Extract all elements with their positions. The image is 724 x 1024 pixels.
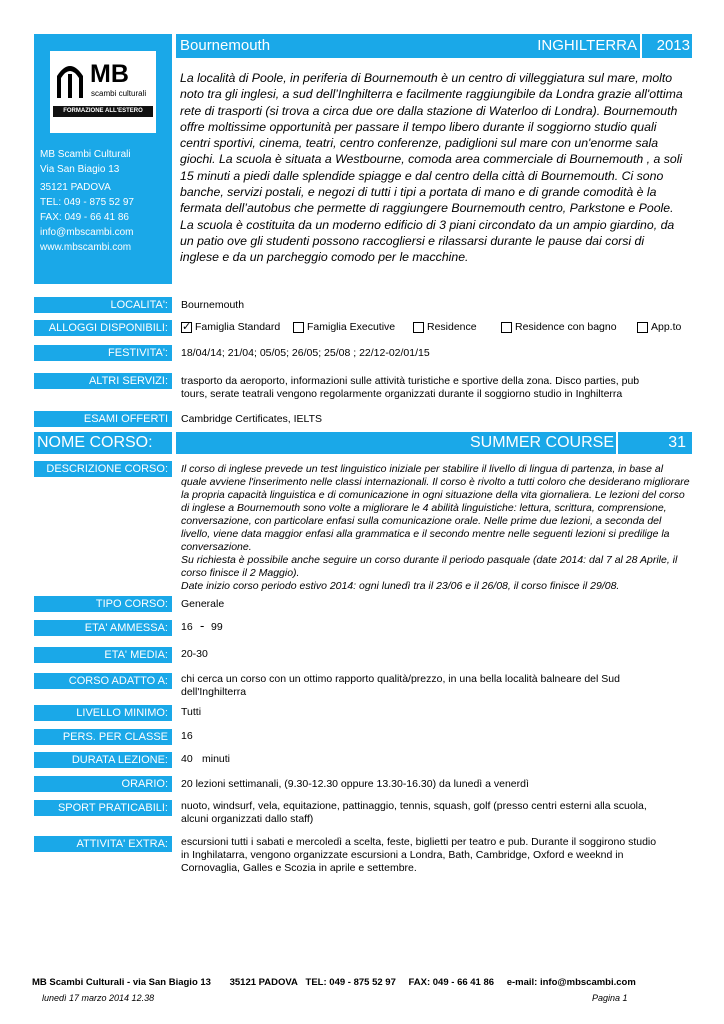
- logo-mark: MB: [90, 60, 129, 88]
- contact-website[interactable]: www.mbscambi.com: [40, 242, 132, 253]
- option-residence[interactable]: [413, 321, 477, 333]
- title-divider: [640, 34, 642, 58]
- footer-city: 35121 PADOVA: [229, 977, 298, 988]
- contact-company: MB Scambi Culturali: [40, 149, 131, 160]
- descrizione-corso-label: DESCRIZIONE CORSO:: [34, 461, 172, 477]
- contact-tel: TEL: 049 - 875 52 97: [40, 197, 134, 208]
- option-label: Famiglia Standard: [195, 321, 281, 333]
- course-divider: [616, 432, 618, 454]
- corso-adatto-label: CORSO ADATTO A:: [34, 673, 172, 689]
- tipo-corso-value: Generale: [181, 598, 225, 610]
- course-title-bar: [176, 432, 692, 454]
- localita-label: LOCALITA':: [34, 297, 172, 313]
- checkbox-icon[interactable]: [637, 322, 648, 333]
- sidebar: [34, 34, 172, 284]
- footer-company: MB Scambi Culturali - via San Biagio 13: [32, 977, 211, 988]
- nome-corso-label: NOME CORSO:: [34, 432, 172, 454]
- course-description: Il corso di inglese prevede un test linguistico iniziale per stabilire il livello di lingua di partenza, in base al quale avviene l'inserimento nelle classi internazionali. Il corso è rivolto a tutti coloro che desiderano migliorare la propria capacità linguistica e di comunicazione in ogni situazione della vita giornaliera. Le lezioni del corso di inglese a Bournemouth sono volte a migliorare le 4 abilità linguistiche: lettura, scrittura, comprensione, conversazione, con particolare enfasi sulla comunicazione orale. Nelle prime due lezioni, a seconda del livello, viene data maggior enfasi alla grammatica e il secondo mentre nelle seguenti lezioni si predilige la conversazione. Su richiesta è possibile anche seguire un corso durante il periodo pasquale (date 2014: dal 7 al 28 Aprile, il corso finisce il 2 Maggio). Date inizio corso periodo estivo 2014: ogni lunedì tra il 23/06 e il 26/08, il corso finisce il 29/08.: [181, 463, 690, 592]
- altri-servizi-label: ALTRI SERVIZI:: [34, 373, 172, 389]
- eta-media-label: ETA' MEDIA:: [34, 647, 172, 663]
- sport-label: SPORT PRATICABILI:: [34, 800, 172, 816]
- option-famiglia-standard[interactable]: [181, 321, 280, 333]
- arch-icon: [55, 60, 85, 100]
- orario-value: 20 lezioni settimanali, (9.30-12.30 oppure 13.30-16.30) da lunedì a venerdì: [181, 778, 529, 790]
- footer: [32, 977, 692, 988]
- title-year: 2013: [656, 37, 690, 54]
- option-label: Residence con bagno: [515, 321, 617, 333]
- eta-ammessa-label: ETA' AMMESSA:: [34, 620, 172, 636]
- festivita-label: FESTIVITA':: [34, 345, 172, 361]
- contact-address: Via San Biagio 13: [40, 164, 120, 175]
- livello-minimo-label: LIVELLO MINIMO:: [34, 705, 172, 721]
- tipo-corso-label: TIPO CORSO:: [34, 596, 172, 612]
- livello-minimo-value: Tutti: [181, 706, 202, 718]
- contact-fax: FAX: 049 - 66 41 86: [40, 212, 129, 223]
- print-date: lunedì 17 marzo 2014 12.38: [42, 993, 155, 1003]
- sport-value: nuoto, windsurf, vela, equitazione, pattinaggio, tennis, squash, golf (presso centri esterni alla scuola, alcuni organizzati dallo staff): [181, 800, 647, 825]
- orario-label: ORARIO:: [34, 776, 172, 792]
- pers-classe-label: PERS. PER CLASSE: [34, 729, 172, 745]
- durata-lezione-value: 40: [181, 753, 193, 765]
- esami-value: Cambridge Certificates, IELTS: [181, 413, 323, 425]
- logo-band: FORMAZIONE ALL'ESTERO: [53, 106, 153, 117]
- checkbox-icon[interactable]: [293, 322, 304, 333]
- esami-label: ESAMI OFFERTI: [34, 411, 172, 427]
- alloggi-label: ALLOGGI DISPONIBILI:: [34, 320, 172, 336]
- checkbox-icon[interactable]: [501, 322, 512, 333]
- contact-city: 35121 PADOVA: [40, 182, 111, 193]
- course-name: SUMMER COURSE: [469, 434, 614, 451]
- eta-ammessa-max: 99: [211, 621, 223, 633]
- contact-info: [40, 147, 134, 255]
- checkbox-icon[interactable]: [413, 322, 424, 333]
- option-label: App.to: [651, 321, 682, 333]
- option-label: Residence: [427, 321, 477, 333]
- title-bar: [176, 34, 692, 58]
- altri-servizi-value: trasporto da aeroporto, informazioni sulle attività turistiche e sportive della zona. Disco parties, pub tours, serate teatrali vengono regolarmente organizzati durante il soggiorno studio in Inghilterra: [181, 375, 640, 400]
- checkbox-checked-icon[interactable]: [181, 322, 192, 333]
- footer-tel: TEL: 049 - 875 52 97: [305, 977, 396, 988]
- durata-lezione-unit: minuti: [202, 753, 231, 765]
- eta-ammessa-min: 16: [181, 621, 193, 633]
- option-appartamento[interactable]: [637, 321, 681, 333]
- option-residence-bagno[interactable]: [501, 321, 617, 333]
- footer-fax: FAX: 049 - 66 41 86: [408, 977, 495, 988]
- contact-email[interactable]: info@mbscambi.com: [40, 227, 134, 238]
- attivita-extra-label: ATTIVITA' EXTRA:: [34, 836, 172, 852]
- footer-email[interactable]: e-mail: info@mbscambi.com: [506, 977, 636, 988]
- durata-lezione-label: DURATA LEZIONE:: [34, 752, 172, 768]
- attivita-extra-value: escursioni tutti i sabati e mercoledì a scelta, feste, biglietti per teatro e pub. Durante il soggirono studio in Inghilatarra, vengono organizzate escursioni a Londra, Bath, Cambridge, Oxford e weeknd in Cornovaglia, Galles e Scozia in aprile e settembre.: [181, 836, 657, 874]
- eta-ammessa-dash: -: [200, 618, 205, 633]
- option-famiglia-executive[interactable]: [293, 321, 395, 333]
- logo-subtitle: scambi culturali: [91, 89, 147, 98]
- logo: [50, 51, 156, 133]
- title-country: INGHILTERRA: [537, 37, 637, 54]
- course-number: 31: [668, 434, 686, 451]
- eta-media-value: 20-30: [181, 648, 208, 660]
- page-number: Pagina 1: [592, 993, 628, 1003]
- localita-value: Bournemouth: [181, 299, 245, 311]
- pers-classe-value: 16: [181, 730, 193, 742]
- festivita-value: 18/04/14; 21/04; 05/05; 26/05; 25/08 ; 22/12-02/01/15: [181, 347, 430, 359]
- corso-adatto-value: chi cerca un corso con un ottimo rapporto qualità/prezzo, in una bella località balneare del Sud dell'Inghilterra: [181, 673, 620, 698]
- location-description: La località di Poole, in periferia di Bournemouth è un centro di villeggiatura sul mare, molto noto tra gli inglesi, a sud dell’Inghilterra e facilmente raggiungibile da Londra grazie all'ottima rete di trasporti (si trova a circa due ore dalla stazione di Waterloo di Londra). Bournemouth offre moltissime opportunità per passare il tempo libero durante il soggiorno studio quali centri sportivi, cinema, teatri, centro conferenze, padiglioni sul mare con un'enorme sala giochi. La scuola è situata a Westbourne, comoda area commerciale di Bournemouth , a soli 15 minuti a piedi dalle splendide spiagge e dal centro della città di Bournemouth. Ci sono banche, servizi postali, e negozi di tutti i tipi a portata di mano e di grande comodità è la fermata dell’autobus che permette di raggiungere Bournemouth centro, Parkstone e Poole. La scuola è costituita da un moderno edificio di 3 piani circondato da un ampio giardino, da un patio ove gli studenti possono raccogliersi e rilassarsi durante le pause dai corsi di inglese e da un parcheggio comodo per le macchine.: [180, 71, 683, 265]
- option-label: Famiglia Executive: [307, 321, 396, 333]
- title-city: Bournemouth: [180, 37, 271, 54]
